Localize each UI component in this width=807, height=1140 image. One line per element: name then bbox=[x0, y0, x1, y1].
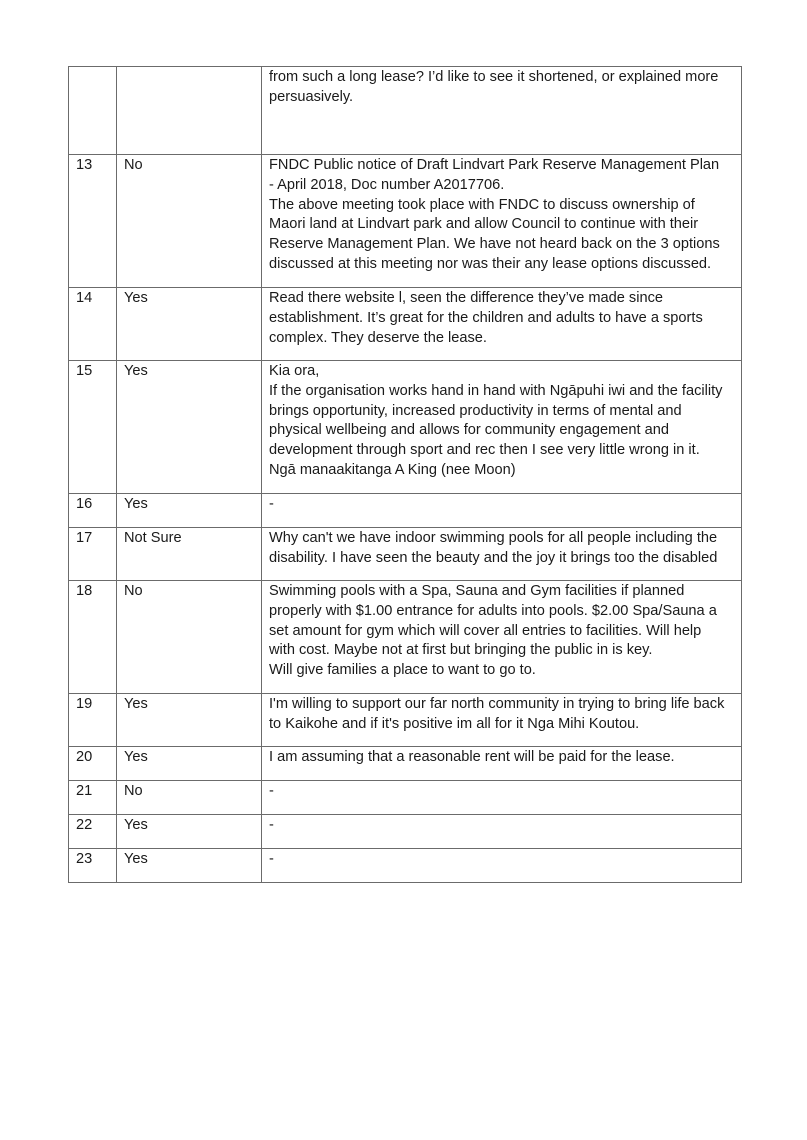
comment-line: I'm willing to support our far north community in trying to bring life back bbox=[269, 696, 725, 712]
submission-answer: Yes bbox=[117, 361, 262, 494]
comment-line: Swimming pools with a Spa, Sauna and Gym facilities if planned bbox=[269, 583, 685, 599]
comment-line: to Kaikohe and if it's positive im all for it Nga Mihi Koutou. bbox=[269, 715, 640, 732]
submission-answer: Yes bbox=[117, 694, 262, 747]
table-row bbox=[69, 288, 742, 361]
submission-number: 13 bbox=[69, 155, 117, 288]
comment-line: - bbox=[269, 851, 274, 867]
submission-comment bbox=[262, 361, 742, 494]
submission-number: 22 bbox=[69, 815, 117, 849]
submission-number: 23 bbox=[69, 849, 117, 883]
comment-line: complex. They deserve the lease. bbox=[269, 329, 487, 346]
submission-comment bbox=[262, 581, 742, 694]
submission-answer: Yes bbox=[117, 288, 262, 361]
comment-line: - bbox=[269, 783, 274, 799]
comment-line: disability. I have seen the beauty and the joy it brings too the disabled bbox=[269, 549, 718, 566]
comment-line: Read there website l, seen the difference they’ve made since bbox=[269, 290, 663, 306]
table-row bbox=[69, 747, 742, 781]
comment-line: with cost. Maybe not at first but bringing the public in is key. bbox=[269, 642, 653, 659]
comment-line: Will give families a place to want to go to. bbox=[269, 662, 536, 679]
comment-line: I am assuming that a reasonable rent will be paid for the lease. bbox=[269, 749, 675, 765]
comment-line: physical wellbeing and allows for community engagement and bbox=[269, 422, 669, 439]
submission-answer: No bbox=[117, 781, 262, 815]
submission-answer: No bbox=[117, 581, 262, 694]
comment-line: Kia ora, bbox=[269, 363, 320, 379]
comment-line: Why can't we have indoor swimming pools for all people including the bbox=[269, 530, 718, 546]
submission-comment bbox=[262, 288, 742, 361]
table-row bbox=[69, 361, 742, 494]
table-row bbox=[69, 67, 742, 155]
comment-line: - bbox=[269, 817, 274, 833]
submissions-table bbox=[68, 66, 742, 883]
comment-line: persuasively. bbox=[269, 88, 354, 105]
submission-number: 19 bbox=[69, 694, 117, 747]
comment-line: If the organisation works hand in hand with Ngāpuhi iwi and the facility bbox=[269, 382, 723, 399]
comment-line: Reserve Management Plan. We have not heard back on the 3 options bbox=[269, 236, 720, 253]
submission-answer: No bbox=[117, 155, 262, 288]
submission-answer: Yes bbox=[117, 494, 262, 528]
comment-line: The above meeting took place with FNDC to discuss ownership of bbox=[269, 196, 695, 213]
submission-comment bbox=[262, 67, 742, 155]
comment-line: set amount for gym which will cover all entries to facilities. Will help bbox=[269, 622, 702, 639]
submission-number: 16 bbox=[69, 494, 117, 528]
table-row bbox=[69, 528, 742, 581]
submission-comment bbox=[262, 849, 742, 883]
submission-number: 18 bbox=[69, 581, 117, 694]
submission-number: 21 bbox=[69, 781, 117, 815]
comment-line: establishment. It’s great for the children and adults to have a sports bbox=[269, 309, 703, 326]
submission-number bbox=[69, 67, 117, 155]
comment-line: Ngā manaakitanga A King (nee Moon) bbox=[269, 461, 516, 478]
submission-answer: Yes bbox=[117, 747, 262, 781]
submission-number: 17 bbox=[69, 528, 117, 581]
submission-comment bbox=[262, 747, 742, 781]
submission-comment bbox=[262, 781, 742, 815]
submission-comment bbox=[262, 528, 742, 581]
table-row bbox=[69, 849, 742, 883]
submission-answer bbox=[117, 67, 262, 155]
submission-answer: Yes bbox=[117, 849, 262, 883]
table-row bbox=[69, 781, 742, 815]
submission-comment bbox=[262, 815, 742, 849]
submission-number: 15 bbox=[69, 361, 117, 494]
submission-number: 20 bbox=[69, 747, 117, 781]
comment-line: Maori land at Lindvart park and allow Council to continue with their bbox=[269, 216, 699, 233]
table-row bbox=[69, 815, 742, 849]
submission-answer: Yes bbox=[117, 815, 262, 849]
submission-comment bbox=[262, 694, 742, 747]
table-row bbox=[69, 581, 742, 694]
comment-line: - bbox=[269, 496, 274, 512]
table-row bbox=[69, 155, 742, 288]
comment-line: from such a long lease? I’d like to see it shortened, or explained more bbox=[269, 69, 719, 85]
comment-line: FNDC Public notice of Draft Lindvart Park Reserve Management Plan bbox=[269, 157, 720, 173]
submission-comment bbox=[262, 494, 742, 528]
submission-number: 14 bbox=[69, 288, 117, 361]
table-row bbox=[69, 694, 742, 747]
comment-line: brings opportunity, increased productivity in terms of mental and bbox=[269, 402, 682, 419]
submission-comment bbox=[262, 155, 742, 288]
comment-line: development through sport and rec then I see very little wrong in it. bbox=[269, 442, 700, 459]
table-row bbox=[69, 494, 742, 528]
comment-line: discussed at this meeting nor was their any lease options discussed. bbox=[269, 255, 712, 272]
comment-line: properly with $1.00 entrance for adults into pools. $2.00 Spa/Sauna a bbox=[269, 602, 717, 619]
comment-line: - April 2018, Doc number A2017706. bbox=[269, 176, 505, 193]
submission-answer: Not Sure bbox=[117, 528, 262, 581]
